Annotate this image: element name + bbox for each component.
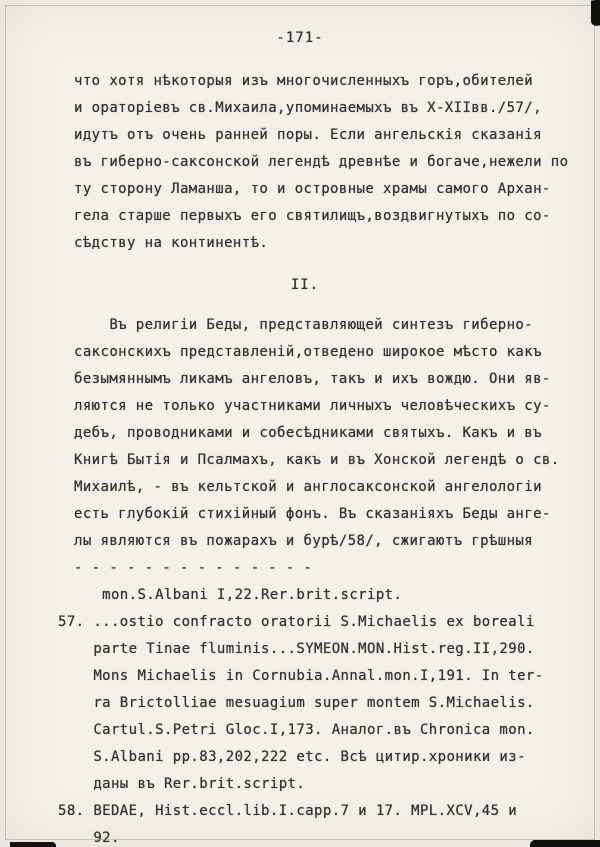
- text-line: Въ религіи Беды, представляющей синтезъ гиберно-: [74, 317, 534, 333]
- text-line: Mons Michaelis in Cornubia.Annal.mon.I,191. In ter-: [58, 668, 544, 684]
- text-line: что хотя нѣкоторыя изъ многочисленныхъ горъ,обителей: [74, 73, 534, 89]
- text-line: 57. ...ostio confracto oratorii S.Michaelis ex boreali: [58, 614, 535, 630]
- text-line: даны въ Rer.brit.script.: [58, 776, 306, 792]
- footnotes-block: [58, 582, 564, 847]
- text-line: лы являются въ пожарахъ и бурѣ/58/, сжигаютъ грѣшныя: [74, 533, 534, 549]
- page-content: [0, 46, 600, 847]
- text-line: Михаилѣ, - въ кельтской и англосаксонской ангелологіи: [74, 479, 542, 495]
- text-line: гела старше первыхъ его святилищъ,воздвигнутыхъ по со-: [74, 208, 551, 224]
- text-line: ту сторону Ламанша, то и островные храмы самого Архан-: [74, 181, 551, 197]
- paragraph-1: [74, 68, 569, 257]
- page-number: -171-: [276, 30, 324, 46]
- scan-artifact-bottom-right: [530, 840, 600, 847]
- text-line: Cartul.S.Petri Gloc.I,173. Аналог.въ Chronica mon.: [58, 722, 535, 738]
- footnote-separator: - - - - - - - - - - - - - -: [74, 560, 313, 576]
- scan-artifact-top-right: [591, 0, 600, 27]
- text-line: ляются не только участниками личныхъ человѣческихъ су-: [74, 398, 551, 414]
- text-line: дебъ, проводниками и собесѣдниками святыхъ. Какъ и въ: [74, 425, 542, 441]
- text-line: Книгѣ Бытія и Псалмахъ, какъ и въ Хонской легендѣ о св.: [74, 452, 560, 468]
- text-line: въ гиберно-саксонской легендѣ древнѣе и богаче,нежели по: [74, 154, 569, 170]
- paragraph-2: [74, 312, 564, 555]
- text-line: саксонскихъ представленій,отведено широкое мѣсто какъ: [74, 344, 542, 360]
- text-line: 58. BEDAE, Hist.eccl.lib.I.capp.7 и 17. MPL.XCV,45 и: [58, 803, 518, 819]
- text-line: parte Tinae fluminis...SYMEON.MON.Hist.reg.II,290.: [58, 641, 535, 657]
- section-heading: II.: [290, 277, 320, 293]
- scan-artifact-bottom-left: [10, 842, 56, 847]
- text-line: есть глубокій стихійный фонъ. Въ сказаніяхъ Беды анге-: [74, 506, 551, 522]
- text-line: ra Brictolliae mesuagium super montem S.Michaelis.: [58, 695, 535, 711]
- text-line: идутъ отъ очень ранней поры. Если ангельскія сказанія: [74, 127, 542, 143]
- text-line: и ораторіевъ св.Михаила,упоминаемыхъ въ X-XIIвв./57/,: [74, 100, 542, 116]
- text-line: безымяннымъ ликамъ ангеловъ, такъ и ихъ вождю. Они яв-: [74, 371, 551, 387]
- text-line: mon.S.Albani I,22.Rer.brit.script.: [58, 587, 403, 603]
- text-line: 92.: [58, 830, 120, 846]
- text-line: сѣдству на континентѣ.: [74, 235, 269, 251]
- text-line: S.Albani pp.83,202,222 etc. Всѣ цитир.хроники из-: [58, 749, 526, 765]
